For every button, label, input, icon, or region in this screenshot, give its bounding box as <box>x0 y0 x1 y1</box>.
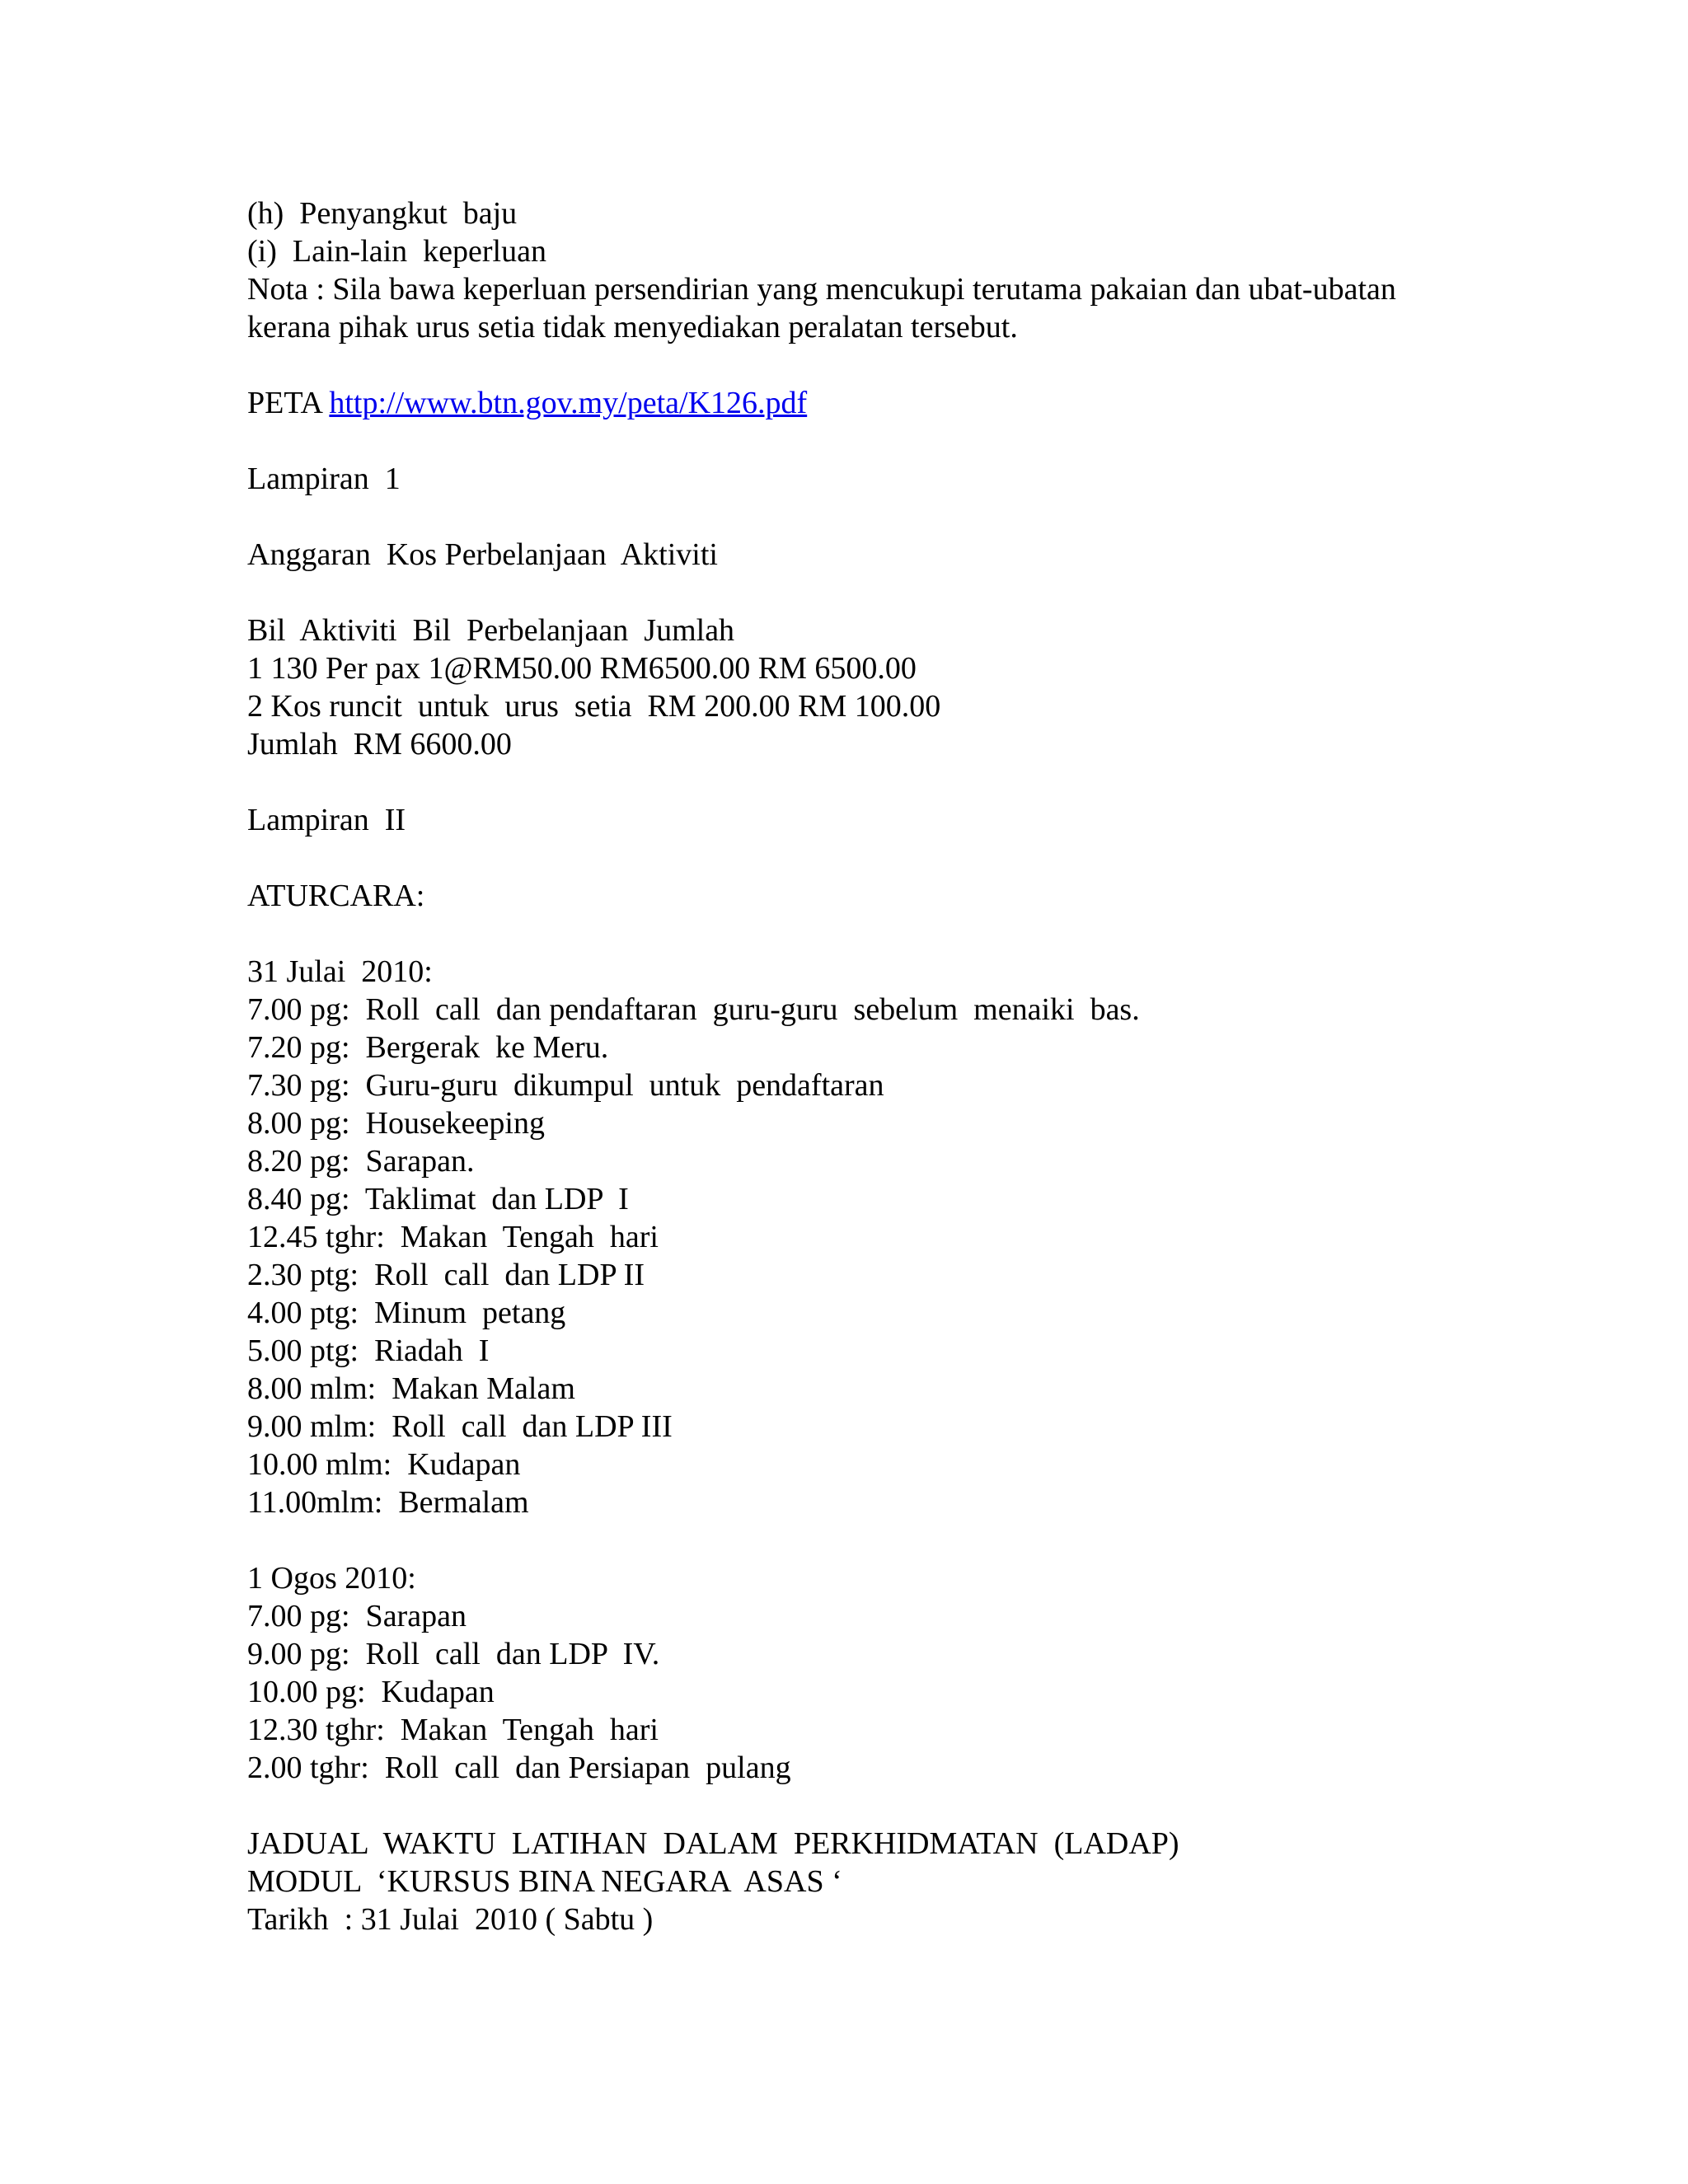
date-line: Tarikh : 31 Julai 2010 ( Sabtu ) <box>247 1902 654 1937</box>
timetable-title: JADUAL WAKTU LATIHAN DALAM PERKHIDMATAN (LADAP) <box>247 1826 1179 1861</box>
spacer <box>247 839 1442 877</box>
schedule-item: 8.00 mlm: Makan Malam <box>247 1371 575 1406</box>
schedule-item: 7.00 pg: Roll call dan pendaftaran guru-guru sebelum menaiki bas. <box>247 992 1140 1027</box>
document-page <box>247 194 1442 1938</box>
spacer <box>247 1787 1442 1825</box>
schedule-item: 9.00 pg: Roll call dan LDP IV. <box>247 1637 660 1671</box>
schedule-item: 2.00 tghr: Roll call dan Persiapan pulang <box>247 1750 791 1785</box>
list-item-i: (i) Lain-lain keperluan <box>247 234 546 269</box>
spacer <box>247 346 1442 384</box>
schedule-heading: ATURCARA: <box>247 879 425 913</box>
cost-table-header: Bil Aktiviti Bil Perbelanjaan Jumlah <box>247 613 735 648</box>
schedule-item: 5.00 ptg: Riadah I <box>247 1333 490 1368</box>
appendix1-heading: Anggaran Kos Perbelanjaan Aktiviti <box>247 537 718 572</box>
map-link[interactable]: http://www.btn.gov.my/peta/K126.pdf <box>329 386 808 420</box>
schedule-item: 8.00 pg: Housekeeping <box>247 1106 545 1141</box>
cost-table-row: 2 Kos runcit untuk urus setia RM 200.00 RM 100.00 <box>247 689 941 724</box>
map-line <box>247 384 1442 422</box>
day2-date: 1 Ogos 2010: <box>247 1561 416 1596</box>
list-item-h: (h) Penyangkut baju <box>247 196 518 231</box>
module-title: MODUL ‘KURSUS BINA NEGARA ASAS ‘ <box>247 1864 842 1899</box>
appendix2-title: Lampiran II <box>247 803 406 837</box>
schedule-item: 12.45 tghr: Makan Tengah hari <box>247 1220 659 1254</box>
note-paragraph: Nota : Sila bawa keperluan persendirian yang mencukupi terutama pakaian dan ubat-ubatan kerana pihak urus setia tidak menyediakan peralatan tersebut. <box>247 272 1396 344</box>
schedule-item: 10.00 mlm: Kudapan <box>247 1447 521 1482</box>
schedule-item: 8.20 pg: Sarapan. <box>247 1144 475 1179</box>
schedule-item: 9.00 mlm: Roll call dan LDP III <box>247 1409 673 1444</box>
schedule-item: 10.00 pg: Kudapan <box>247 1675 495 1709</box>
schedule-item: 2.30 ptg: Roll call dan LDP II <box>247 1258 645 1292</box>
schedule-item: 4.00 ptg: Minum petang <box>247 1296 566 1330</box>
schedule-item: 8.40 pg: Taklimat dan LDP I <box>247 1182 629 1216</box>
schedule-item: 7.30 pg: Guru-guru dikumpul untuk pendaftaran <box>247 1068 884 1103</box>
spacer <box>247 763 1442 801</box>
cost-table-total: Jumlah RM 6600.00 <box>247 727 512 762</box>
schedule-item: 7.00 pg: Sarapan <box>247 1599 467 1633</box>
map-label: PETA <box>247 386 321 420</box>
spacer <box>247 498 1442 536</box>
cost-table-row: 1 130 Per pax 1@RM50.00 RM6500.00 RM 6500.00 <box>247 651 917 686</box>
schedule-item: 7.20 pg: Bergerak ke Meru. <box>247 1030 609 1065</box>
appendix1-title: Lampiran 1 <box>247 462 401 496</box>
spacer <box>247 1521 1442 1559</box>
schedule-item: 12.30 tghr: Makan Tengah hari <box>247 1713 659 1747</box>
spacer <box>247 422 1442 460</box>
spacer <box>247 574 1442 612</box>
day1-date: 31 Julai 2010: <box>247 954 433 989</box>
spacer <box>247 915 1442 953</box>
schedule-item: 11.00mlm: Bermalam <box>247 1485 529 1520</box>
